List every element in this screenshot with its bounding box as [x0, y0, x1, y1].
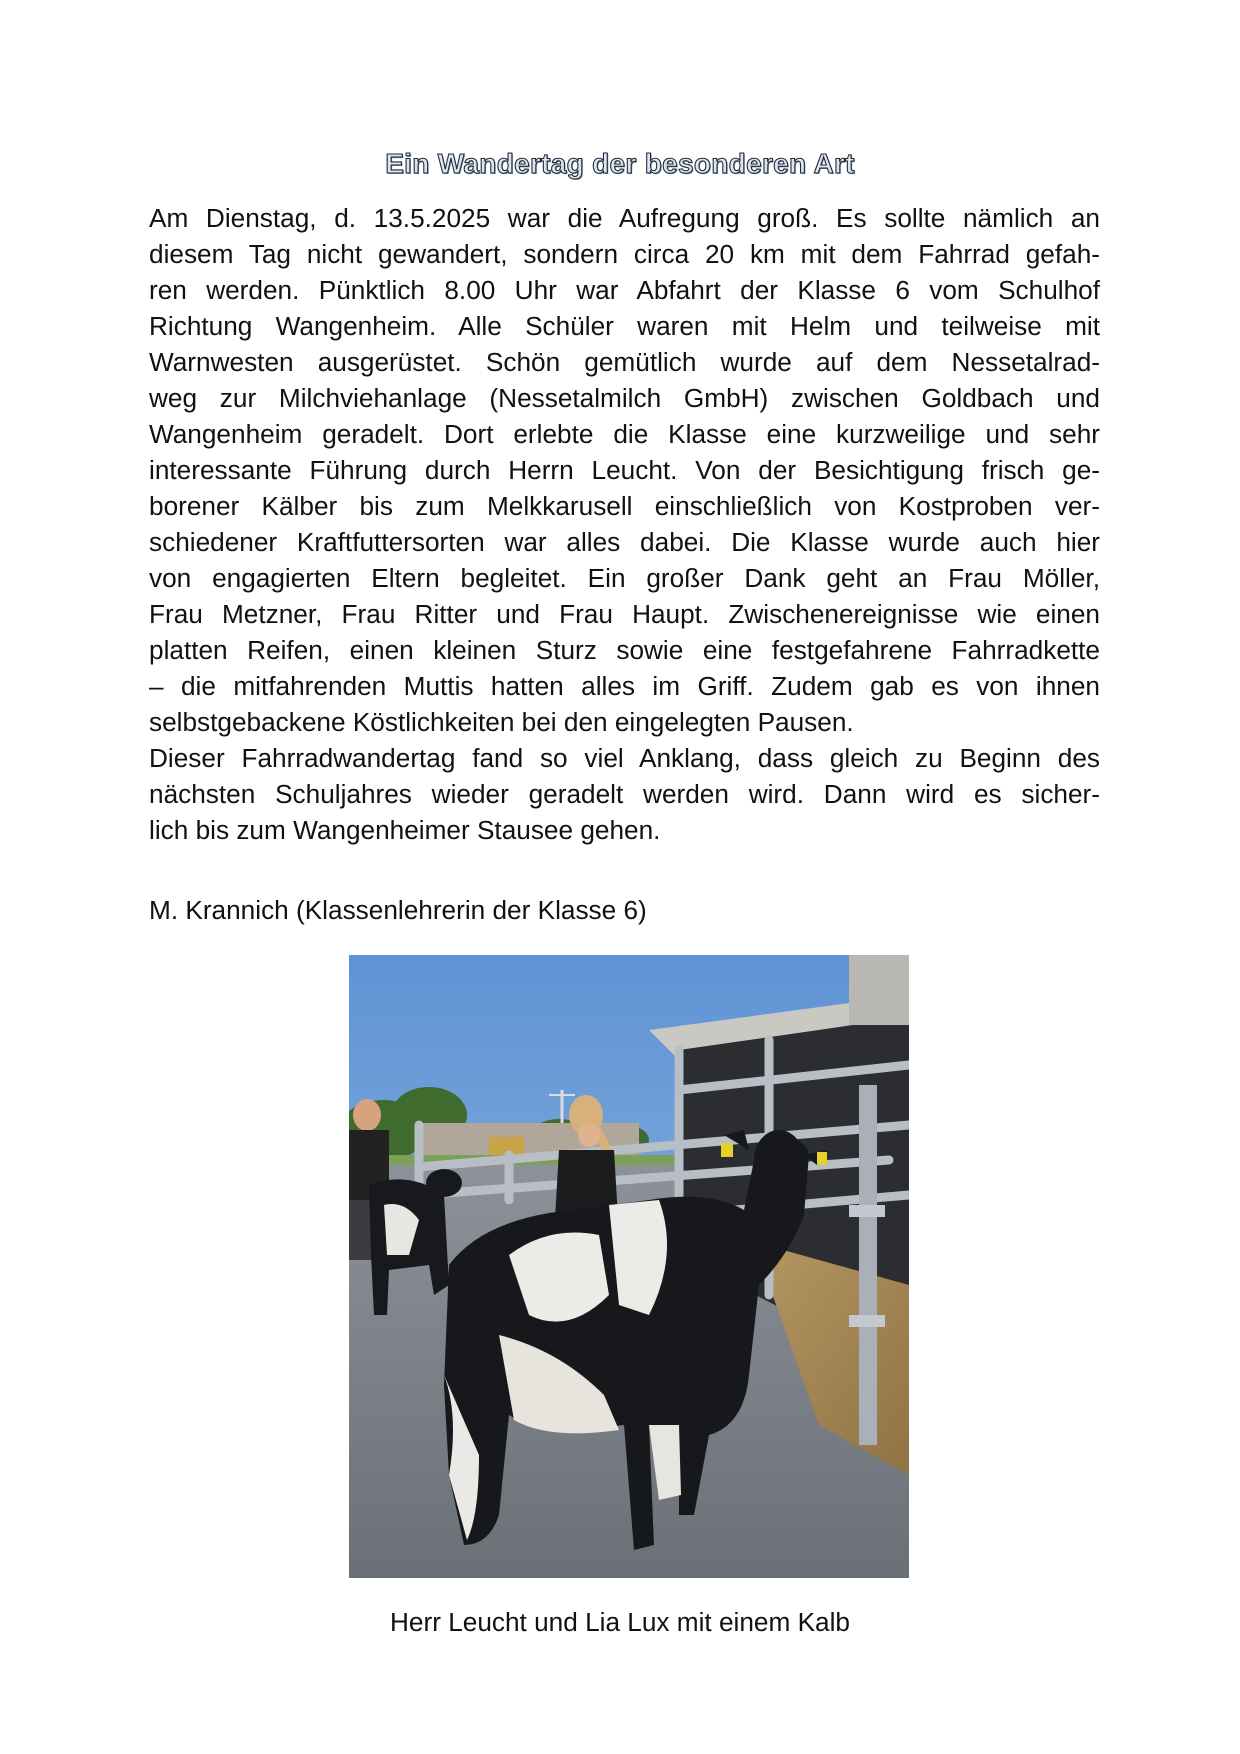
- article-line: weg zur Milchviehanlage (Nessetalmilch GmbH) zwischen Goldbach und: [149, 383, 1100, 413]
- cow-photo-illustration: [349, 955, 909, 1578]
- article-line: lich bis zum Wangenheimer Stausee gehen.: [149, 815, 661, 845]
- article-line: schiedener Kraftfuttersorten war alles dabei. Die Klasse wurde auch hier: [149, 527, 1100, 557]
- cow-photo: [349, 955, 909, 1578]
- article-line: Richtung Wangenheim. Alle Schüler waren mit Helm und teilweise mit: [149, 311, 1100, 341]
- article-line: diesem Tag nicht gewandert, sondern circa 20 km mit dem Fahrrad gefah-: [149, 239, 1100, 269]
- article-line: Am Dienstag, d. 13.5.2025 war die Aufregung groß. Es sollte nämlich an: [149, 203, 1100, 233]
- article-line: borener Kälber bis zum Melkkarusell einschließlich von Kostproben ver-: [149, 491, 1100, 521]
- article-line: Dieser Fahrradwandertag fand so viel Anklang, dass gleich zu Beginn des: [149, 743, 1100, 773]
- photo-caption: Herr Leucht und Lia Lux mit einem Kalb: [390, 1607, 850, 1637]
- article-line: Wangenheim geradelt. Dort erlebte die Klasse eine kurzweilige und sehr: [149, 419, 1100, 449]
- article-line: interessante Führung durch Herrn Leucht. Von der Besichtigung frisch ge-: [149, 455, 1100, 485]
- article-line: ren werden. Pünktlich 8.00 Uhr war Abfahrt der Klasse 6 vom Schulhof: [149, 275, 1100, 305]
- article-line: – die mitfahrenden Muttis hatten alles im Griff. Zudem gab es von ihnen: [149, 671, 1100, 701]
- article-line: platten Reifen, einen kleinen Sturz sowie eine festgefahrene Fahrradkette: [149, 635, 1100, 665]
- article-line: nächsten Schuljahres wieder geradelt werden wird. Dann wird es sicher-: [149, 779, 1100, 809]
- article-line: von engagierten Eltern begleitet. Ein großer Dank geht an Frau Möller,: [149, 563, 1100, 593]
- article-line: selbstgebackene Köstlichkeiten bei den eingelegten Pausen.: [149, 707, 854, 737]
- author-signature: M. Krannich (Klassenlehrerin der Klasse 6): [149, 895, 647, 925]
- article-title: Ein Wandertag der besonderen Art: [385, 148, 855, 179]
- article-line: Frau Metzner, Frau Ritter und Frau Haupt. Zwischenereignisse wie einen: [149, 599, 1100, 629]
- article-body: [149, 200, 1100, 848]
- article-line: Warnwesten ausgerüstet. Schön gemütlich wurde auf dem Nessetalrad-: [149, 347, 1100, 377]
